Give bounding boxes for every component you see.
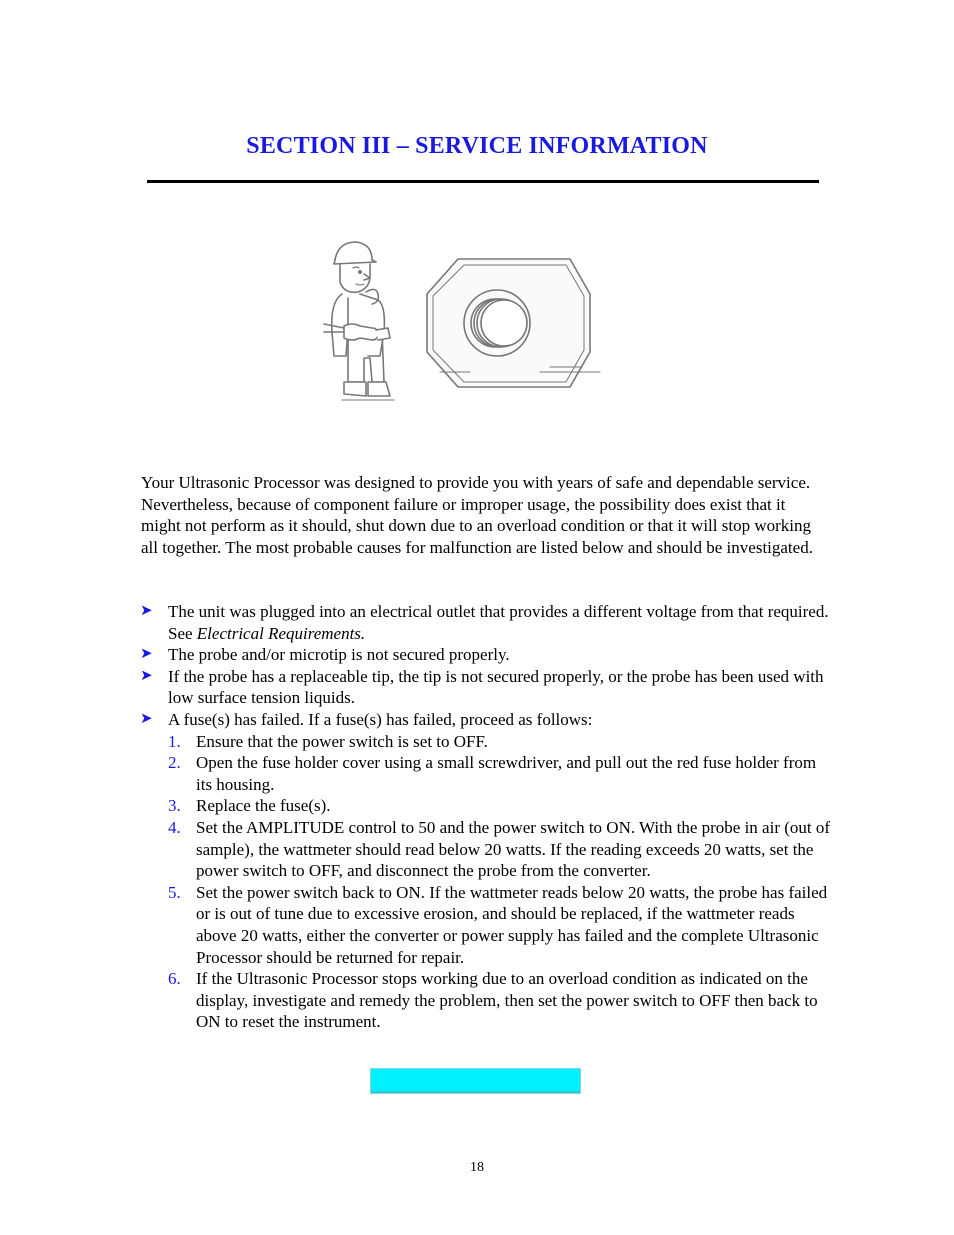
- electrical-requirements-reference: Electrical Requirements.: [196, 623, 366, 643]
- list-item: [141, 709, 831, 1033]
- step-text: Ensure that the power switch is set to OFF.: [196, 731, 488, 751]
- step-item: [168, 795, 831, 817]
- step-text: Replace the fuse(s).: [196, 796, 331, 816]
- worker-with-nut-illustration: [320, 232, 610, 412]
- step-number: 5.: [168, 882, 181, 902]
- step-number: 2.: [168, 753, 181, 773]
- fuse-procedure-steps: [168, 731, 831, 1033]
- bullet-text: A fuse(s) has failed. If a fuse(s) has failed, proceed as follows:: [168, 709, 593, 729]
- malfunction-causes-list: [141, 601, 831, 1033]
- step-text: If the Ultrasonic Processor stops working due to an overload condition as indicated on the display, investigate and remedy the problem, then set the power switch to OFF then back to ON to reset the instrument.: [196, 969, 818, 1032]
- section-title: SECTION III – SERVICE INFORMATION: [246, 133, 708, 159]
- step-text: Set the power switch back to ON. If the wattmeter reads below 20 watts, the probe has failed or is out of tune due to excessive erosion, and should be replaced, if the wattmeter reads above 20 watts, either the converter or power supply has failed and the complete Ultrasonic Processor should be returned for repair.: [196, 882, 828, 967]
- step-item: [168, 731, 831, 753]
- step-item: [168, 752, 831, 795]
- list-item: [141, 666, 831, 709]
- bullet-text: The unit was plugged into an electrical outlet that provides a different voltage from that required. See: [168, 602, 829, 643]
- step-number: 4.: [168, 817, 181, 837]
- step-number: 6.: [168, 969, 181, 989]
- arrowhead-bullet-icon: ➤: [140, 646, 153, 663]
- page-number: 18: [470, 1160, 484, 1175]
- arrowhead-bullet-icon: ➤: [140, 667, 153, 684]
- bullet-text: If the probe has a replaceable tip, the tip is not secured properly, or the probe has been used with low surface tension liquids.: [168, 666, 824, 708]
- list-item: [141, 644, 831, 666]
- step-item: [168, 968, 831, 1033]
- step-item: [168, 817, 831, 882]
- navigation-button[interactable]: [370, 1068, 581, 1094]
- step-number: 1.: [168, 731, 181, 751]
- arrowhead-bullet-icon: ➤: [140, 710, 153, 727]
- arrowhead-bullet-icon: ➤: [140, 603, 153, 619]
- step-item: [168, 882, 831, 968]
- bullet-text: The probe and/or microtip is not secured properly.: [168, 645, 510, 665]
- step-text: Open the fuse holder cover using a small screwdriver, and pull out the red fuse holder from its housing.: [196, 753, 817, 794]
- step-number: 3.: [168, 796, 181, 816]
- title-divider: [147, 180, 819, 183]
- step-text: Set the AMPLITUDE control to 50 and the power switch to ON. With the probe in air (out of sample), the wattmeter should read below 20 watts. If the reading exceeds 20 watts, set the power switch to OFF, and disconnect the probe from the converter.: [196, 817, 831, 881]
- intro-paragraph: Your Ultrasonic Processor was designed to provide you with years of safe and dependable service. Nevertheless, because of component failure or improper usage, the possibility does exist that it might not perform as it should, shut down due to an overload condition or that it will stop working all together. The most probable causes for malfunction are listed below and should be investigated.: [141, 473, 813, 557]
- list-item: [141, 601, 831, 644]
